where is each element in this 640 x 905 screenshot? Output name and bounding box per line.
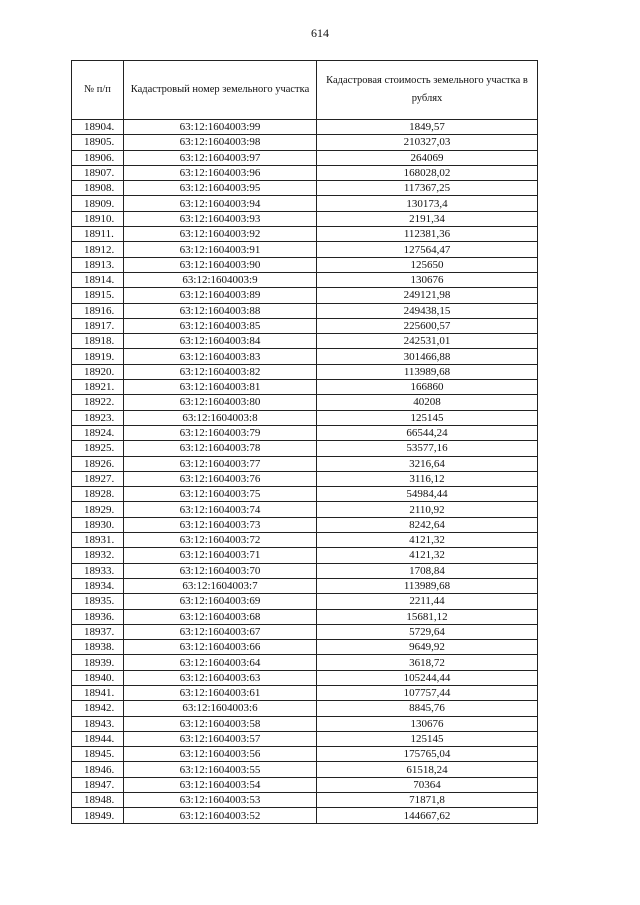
table-row [72, 640, 538, 655]
header-index: № п/п [72, 61, 124, 120]
table-row [72, 471, 538, 486]
row-index: 18904. [72, 120, 124, 135]
table-row [72, 594, 538, 609]
table-row [72, 135, 538, 150]
cadastral-number: 63:12:1604003:61 [124, 685, 317, 700]
cadastral-number: 63:12:1604003:70 [124, 563, 317, 578]
cadastral-value: 15681,12 [317, 609, 538, 624]
table-row [72, 211, 538, 226]
table-row [72, 456, 538, 471]
row-index: 18916. [72, 303, 124, 318]
table-body [72, 120, 538, 824]
cadastral-number: 63:12:1604003:72 [124, 533, 317, 548]
cadastral-value: 130676 [317, 716, 538, 731]
cadastral-value: 1849,57 [317, 120, 538, 135]
row-index: 18946. [72, 762, 124, 777]
cadastral-number: 63:12:1604003:99 [124, 120, 317, 135]
row-index: 18917. [72, 318, 124, 333]
row-index: 18910. [72, 211, 124, 226]
cadastral-number: 63:12:1604003:54 [124, 777, 317, 792]
cadastral-number: 63:12:1604003:8 [124, 410, 317, 425]
cadastral-number: 63:12:1604003:93 [124, 211, 317, 226]
table-row [72, 685, 538, 700]
row-index: 18931. [72, 533, 124, 548]
table-row [72, 395, 538, 410]
row-index: 18944. [72, 731, 124, 746]
row-index: 18912. [72, 242, 124, 257]
row-index: 18915. [72, 288, 124, 303]
cadastral-value: 125650 [317, 257, 538, 272]
table-row [72, 196, 538, 211]
row-index: 18922. [72, 395, 124, 410]
cadastral-number: 63:12:1604003:64 [124, 655, 317, 670]
table-row [72, 364, 538, 379]
cadastral-value: 3618,72 [317, 655, 538, 670]
table-row [72, 716, 538, 731]
row-index: 18930. [72, 517, 124, 532]
row-index: 18908. [72, 181, 124, 196]
cadastral-value: 249438,15 [317, 303, 538, 318]
table-row [72, 624, 538, 639]
cadastral-number: 63:12:1604003:71 [124, 548, 317, 563]
cadastral-number: 63:12:1604003:57 [124, 731, 317, 746]
table-row [72, 762, 538, 777]
row-index: 18936. [72, 609, 124, 624]
table-row [72, 502, 538, 517]
row-index: 18918. [72, 334, 124, 349]
table-row [72, 257, 538, 272]
table-row [72, 181, 538, 196]
table-row [72, 533, 538, 548]
cadastral-value: 112381,36 [317, 227, 538, 242]
cadastral-value: 8242,64 [317, 517, 538, 532]
table-row [72, 517, 538, 532]
table-row [72, 318, 538, 333]
header-row [72, 61, 538, 120]
cadastral-value: 2110,92 [317, 502, 538, 517]
row-index: 18939. [72, 655, 124, 670]
row-index: 18920. [72, 364, 124, 379]
cadastral-value: 249121,98 [317, 288, 538, 303]
row-index: 18932. [72, 548, 124, 563]
cadastral-value: 3216,64 [317, 456, 538, 471]
cadastral-number: 63:12:1604003:76 [124, 471, 317, 486]
cadastral-value: 264069 [317, 150, 538, 165]
cadastral-number: 63:12:1604003:98 [124, 135, 317, 150]
cadastral-number: 63:12:1604003:52 [124, 808, 317, 823]
table-row [72, 578, 538, 593]
cadastral-table [71, 60, 538, 824]
cadastral-number: 63:12:1604003:79 [124, 425, 317, 440]
table-row [72, 272, 538, 287]
table-row [72, 242, 538, 257]
cadastral-value: 225600,57 [317, 318, 538, 333]
row-index: 18914. [72, 272, 124, 287]
table-row [72, 380, 538, 395]
cadastral-value: 1708,84 [317, 563, 538, 578]
table-row [72, 410, 538, 425]
cadastral-number: 63:12:1604003:85 [124, 318, 317, 333]
row-index: 18906. [72, 150, 124, 165]
table-row [72, 777, 538, 792]
row-index: 18921. [72, 380, 124, 395]
cadastral-value: 107757,44 [317, 685, 538, 700]
cadastral-number: 63:12:1604003:9 [124, 272, 317, 287]
table-row [72, 670, 538, 685]
cadastral-value: 40208 [317, 395, 538, 410]
cadastral-number: 63:12:1604003:66 [124, 640, 317, 655]
table-row [72, 227, 538, 242]
cadastral-value: 130676 [317, 272, 538, 287]
cadastral-number: 63:12:1604003:68 [124, 609, 317, 624]
cadastral-number: 63:12:1604003:77 [124, 456, 317, 471]
cadastral-number: 63:12:1604003:67 [124, 624, 317, 639]
cadastral-value: 125145 [317, 410, 538, 425]
cadastral-number: 63:12:1604003:90 [124, 257, 317, 272]
cadastral-value: 70364 [317, 777, 538, 792]
cadastral-value: 144667,62 [317, 808, 538, 823]
table-row [72, 701, 538, 716]
row-index: 18909. [72, 196, 124, 211]
cadastral-value: 54984,44 [317, 487, 538, 502]
cadastral-value: 113989,68 [317, 364, 538, 379]
table-row [72, 425, 538, 440]
cadastral-number: 63:12:1604003:91 [124, 242, 317, 257]
cadastral-value: 242531,01 [317, 334, 538, 349]
row-index: 18905. [72, 135, 124, 150]
row-index: 18913. [72, 257, 124, 272]
row-index: 18942. [72, 701, 124, 716]
cadastral-number: 63:12:1604003:69 [124, 594, 317, 609]
cadastral-number: 63:12:1604003:97 [124, 150, 317, 165]
cadastral-value: 8845,76 [317, 701, 538, 716]
table-header [72, 61, 538, 120]
table-row [72, 609, 538, 624]
cadastral-number: 63:12:1604003:96 [124, 165, 317, 180]
cadastral-value: 53577,16 [317, 441, 538, 456]
cadastral-number: 63:12:1604003:92 [124, 227, 317, 242]
table-row [72, 334, 538, 349]
row-index: 18943. [72, 716, 124, 731]
cadastral-number: 63:12:1604003:82 [124, 364, 317, 379]
cadastral-number: 63:12:1604003:84 [124, 334, 317, 349]
cadastral-value: 4121,32 [317, 548, 538, 563]
row-index: 18937. [72, 624, 124, 639]
table-row [72, 563, 538, 578]
cadastral-value: 175765,04 [317, 747, 538, 762]
header-cadastral-number: Кадастровый номер земельного участка [124, 61, 317, 120]
cadastral-value: 210327,03 [317, 135, 538, 150]
row-index: 18925. [72, 441, 124, 456]
table-row [72, 120, 538, 135]
row-index: 18907. [72, 165, 124, 180]
cadastral-value: 105244,44 [317, 670, 538, 685]
page-number: 614 [311, 26, 329, 40]
row-index: 18934. [72, 578, 124, 593]
header-cadastral-value: Кадастровая стоимость земельного участка в рублях [317, 61, 538, 120]
cadastral-number: 63:12:1604003:81 [124, 380, 317, 395]
row-index: 18940. [72, 670, 124, 685]
cadastral-number: 63:12:1604003:78 [124, 441, 317, 456]
table-row [72, 288, 538, 303]
cadastral-value: 301466,88 [317, 349, 538, 364]
cadastral-value: 71871,8 [317, 793, 538, 808]
cadastral-value: 130173,4 [317, 196, 538, 211]
cadastral-number: 63:12:1604003:55 [124, 762, 317, 777]
row-index: 18928. [72, 487, 124, 502]
row-index: 18924. [72, 425, 124, 440]
cadastral-number: 63:12:1604003:53 [124, 793, 317, 808]
cadastral-value: 117367,25 [317, 181, 538, 196]
table-row [72, 349, 538, 364]
cadastral-value: 166860 [317, 380, 538, 395]
cadastral-value: 61518,24 [317, 762, 538, 777]
cadastral-number: 63:12:1604003:63 [124, 670, 317, 685]
table-row [72, 150, 538, 165]
table-row [72, 165, 538, 180]
table-row [72, 303, 538, 318]
cadastral-number: 63:12:1604003:83 [124, 349, 317, 364]
row-index: 18938. [72, 640, 124, 655]
row-index: 18948. [72, 793, 124, 808]
cadastral-number: 63:12:1604003:95 [124, 181, 317, 196]
cadastral-number: 63:12:1604003:75 [124, 487, 317, 502]
cadastral-value: 168028,02 [317, 165, 538, 180]
row-index: 18933. [72, 563, 124, 578]
cadastral-value: 113989,68 [317, 578, 538, 593]
row-index: 18923. [72, 410, 124, 425]
table-row [72, 548, 538, 563]
cadastral-value: 3116,12 [317, 471, 538, 486]
cadastral-number: 63:12:1604003:74 [124, 502, 317, 517]
cadastral-number: 63:12:1604003:94 [124, 196, 317, 211]
cadastral-number: 63:12:1604003:58 [124, 716, 317, 731]
row-index: 18941. [72, 685, 124, 700]
cadastral-value: 4121,32 [317, 533, 538, 548]
cadastral-number: 63:12:1604003:73 [124, 517, 317, 532]
row-index: 18926. [72, 456, 124, 471]
row-index: 18929. [72, 502, 124, 517]
table-row [72, 793, 538, 808]
cadastral-value: 5729,64 [317, 624, 538, 639]
cadastral-value: 2191,34 [317, 211, 538, 226]
cadastral-value: 2211,44 [317, 594, 538, 609]
cadastral-number: 63:12:1604003:7 [124, 578, 317, 593]
table-row [72, 808, 538, 823]
row-index: 18911. [72, 227, 124, 242]
table-row [72, 487, 538, 502]
row-index: 18945. [72, 747, 124, 762]
row-index: 18947. [72, 777, 124, 792]
cadastral-number: 63:12:1604003:80 [124, 395, 317, 410]
cadastral-number: 63:12:1604003:88 [124, 303, 317, 318]
row-index: 18949. [72, 808, 124, 823]
row-index: 18935. [72, 594, 124, 609]
row-index: 18927. [72, 471, 124, 486]
cadastral-number: 63:12:1604003:89 [124, 288, 317, 303]
cadastral-value: 66544,24 [317, 425, 538, 440]
table-row [72, 747, 538, 762]
cadastral-value: 9649,92 [317, 640, 538, 655]
table-row [72, 441, 538, 456]
cadastral-value: 125145 [317, 731, 538, 746]
cadastral-number: 63:12:1604003:56 [124, 747, 317, 762]
table-row [72, 731, 538, 746]
cadastral-number: 63:12:1604003:6 [124, 701, 317, 716]
cadastral-value: 127564,47 [317, 242, 538, 257]
table-row [72, 655, 538, 670]
row-index: 18919. [72, 349, 124, 364]
